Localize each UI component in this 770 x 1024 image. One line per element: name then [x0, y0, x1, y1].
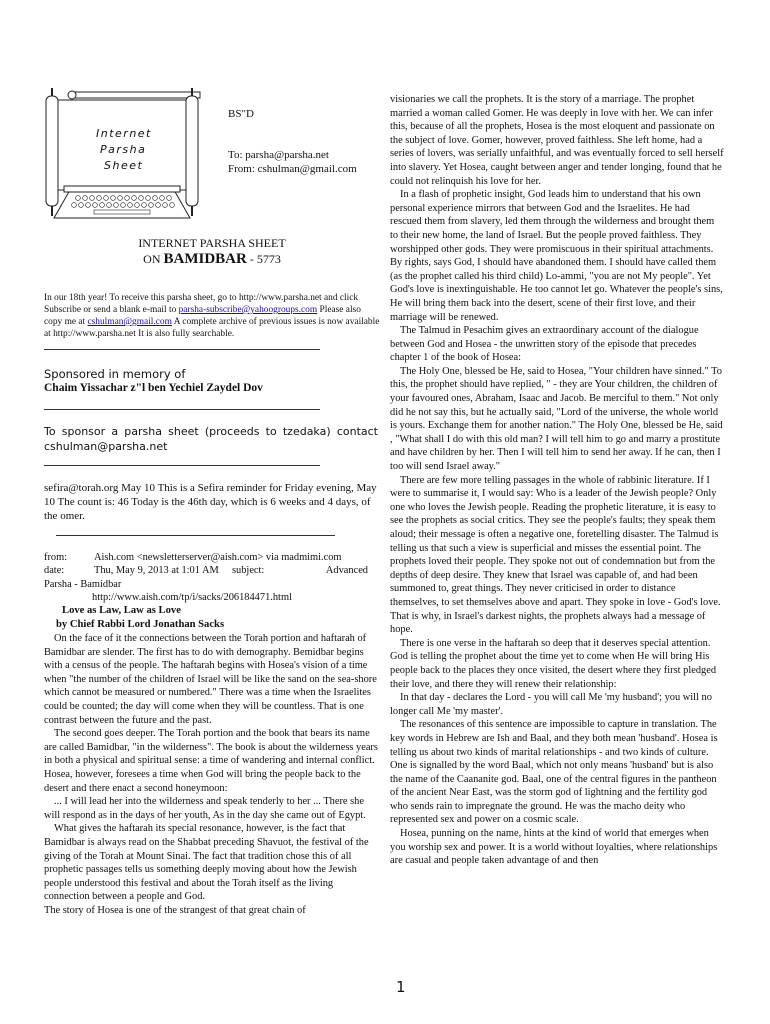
page-title: INTERNET PARSHA SHEET	[138, 236, 286, 250]
article-body-right	[390, 93, 724, 868]
sefira-reminder: sefira@torah.org May 10 This is a Sefira reminder for Friday evening, May 10 The count is: 46 Today is the 46th day, which is 6 weeks and 4 days, of the omer.	[44, 482, 377, 522]
subject-label: subject:	[232, 565, 265, 577]
paragraph: Hosea, punning on the name, hints at the kind of world that emerges when you worship sex and power. It is a world without loyalties, where relationships are casual and people taken advantage of and then	[390, 828, 718, 867]
bsd-label: BS"D	[228, 108, 254, 120]
sponsor-label: Sponsored in memory of	[44, 367, 186, 381]
sponsor-name: Chaim Yissachar z"l ben Yechiel Zaydel Dov	[44, 382, 263, 394]
email-from-row	[44, 551, 380, 564]
sponsor-contact: To sponsor a parsha sheet (proceeds to tzedaka) contact cshulman@parsha.net	[44, 425, 378, 453]
paragraph: The story of Hosea is one of the strangest of that great chain of	[44, 904, 306, 916]
page-number: 1	[396, 978, 406, 996]
paragraph: visionaries we call the prophets. It is the story of a marriage. The prophet married a woman called Gomer. He was deeply in love with her. We can infer this, because of all the prophets, Hosea is the most eloquent and passionate on the subject of love. Gomer, however, proved faithless. She left home, had a series of lovers, was serially unfaithful, and was eventually forced to sell herself into slavery. Yet Hosea, caught between anger and tender longing, found that he could not relinquish his love for her.	[390, 94, 724, 187]
parsha-year: - 5773	[249, 252, 281, 266]
logo	[44, 82, 202, 222]
paragraph: On the face of it the connections between the Torah portion and haftarah of Bamidbar are slender. The first has to do with demography. Bemidbar begins with a census of the people. The haftarah begins with Hosea's vision of a time when "the number of the children of Israel will be like the sand on the sea-shore which cannot be measured or numbered." There was a time when the Israelites could be counted; the day will come when they will be countless. That is one contrast between the future and the past.	[44, 633, 377, 726]
divider	[44, 409, 320, 410]
paragraph: The second goes deeper. The Torah portion and the book that bears its name are called Bamidbar, "in the wilderness". The book is about the wilderness years in both a physical and spiritual sense: a time of wandering and internal conflict. Hosea, however, foresees a time when God will bring the people back to the desert and there enact a second honeymoon:	[44, 728, 378, 794]
intro-text: In our 18th year! To receive this parsha sheet, go to http://www.parsha.net and click Subscribe or send a blank e-mail to	[44, 293, 359, 315]
logo-line: Internet	[96, 127, 152, 140]
paragraph: There is one verse in the haftarah so deep that it deserves special attention. God is telling the prophet about the time yet to come when He will bring His people back to the places they once visited, the desert where they first pledged their love, and there they will renew their relationship:	[390, 637, 717, 690]
subscribe-email-link[interactable]: parsha-subscribe@yahoogroups.com	[178, 305, 318, 315]
subject-continued: Parsha - Bamidbar	[44, 578, 122, 590]
to-line: To: parsha@parsha.net	[228, 149, 329, 161]
from-line: From: cshulman@gmail.com	[228, 163, 357, 175]
article-byline: by Chief Rabbi Lord Jonathan Sacks	[56, 619, 225, 630]
paragraph: The Talmud in Pesachim gives an extraordinary account of the dialogue between God and Hosea - the unwritten story of the episode that precedes chapter 1 of the book of Hosea:	[390, 325, 699, 364]
logo-line: Parsha	[100, 143, 147, 156]
article-body-left	[44, 632, 380, 917]
subject-value: Advanced	[325, 565, 368, 577]
from-label: from:	[44, 552, 68, 563]
date-value: Thu, May 9, 2013 at 1:01 AM	[94, 565, 219, 577]
article-url[interactable]: http://www.aish.com/tp/i/sacks/206184471.html	[92, 592, 292, 604]
parsha-title	[44, 251, 380, 268]
paragraph: The Holy One, blessed be He, said to Hosea, "Your children have sinned." To this, the prophet should have replied, " - they are Your children, the children of your favoured ones, Abraham, Isaac and Jacob. Be merciful to them." Not only did he not say this, but he actually said, "Lord of the universe, the whole world is yours. Exchange them for another nation." The Holy One, blessed be He, said , "What shall I do with this old man? I will tell him to go and marry a prostitute and have children by her. Then I will tell him to send her away. If he can, then I too will send Israel away."	[390, 365, 723, 473]
paragraph: What gives the haftarah its special resonance, however, is the fact that Bamidbar is always read on the Shabbat preceding Shavuot, the festival of the giving of the Torah at Mount Sinai. The fact that tradition chose this of all prophetic passages tells us something deeply moving about how the Jewish people understood this festival and about the Torah itself as the living connection between a people and God.	[44, 823, 369, 903]
divider	[56, 535, 335, 536]
paragraph: In that day - declares the Lord - you will call Me 'my husband'; you will no longer call Me 'my master'.	[390, 692, 712, 717]
logo-text	[88, 126, 178, 174]
author-email-link[interactable]: cshulman@gmail.com	[87, 317, 172, 327]
divider	[44, 349, 320, 350]
parsha-name: BAMIDBAR	[163, 251, 247, 267]
paragraph: There are few more telling passages in the whole of rabbinic literature. If I were to summarise it, I would say: Who is a leader of the Jewish people? Only one who loves the Jewish people. Reading the prophetic literature, it is easy to see the prophets as social critics. They see the people's faults; they speak them aloud; their message is often a negative one, foretelling disaster. The Talmud is telling us that such a view is superficial and misses the essential point. The prophets loved their people. They spoke not out of condemnation but from the depths of deep desire. They knew that Israel was capable of, and had been summoned to, great things. They never criticised in order to distance themselves, to set themselves above and apart. They spoke in love - God's love. That is why, in Israel's darkest nights, the prophets always had a message of hope.	[390, 474, 721, 636]
intro-text: A complete archive of previous issues is now available at http://www.parsha.net It is also fully searchable.	[44, 317, 380, 339]
paragraph: The resonances of this sentence are impossible to capture in translation. The key words in Hebrew are Ish and Baal, and they both mean 'husband'. Hosea is telling us about two kinds of marital relationships - and two kinds of culture. One is signalled by the word Baal, which not only means 'husband' but is also the name of the Caananite god. Baal, one of the central figures in the pantheon of the ancient Near East, was the storm god of lightning and the fertility god who sends rain to impregnate the ground. He was the macho deity who represented sex and power on a cosmic scale.	[390, 719, 718, 826]
email-date-row	[44, 564, 380, 577]
title-on: ON	[143, 252, 161, 266]
article-title: Love as Law, Law as Love	[62, 605, 181, 616]
paragraph: ... I will lead her into the wilderness and speak tenderly to her ... There she will respond as in the days of her youth, As in the day she came out of Egypt.	[44, 796, 366, 821]
from-value: Aish.com <newsletterserver@aish.com> via madmimi.com	[94, 552, 342, 563]
intro-paragraph	[44, 292, 380, 340]
logo-line: Sheet	[104, 159, 144, 172]
date-label: date:	[44, 565, 65, 577]
divider	[44, 465, 320, 466]
email-header	[44, 551, 380, 605]
intro-text: Please also copy me at	[44, 305, 361, 327]
paragraph: In a flash of prophetic insight, God leads him to understand that his own personal experience mirrors that between God and the Israelites. He had rescued them from slavery, led them through the wilderness and brought them to their new home, the land of Israel. But the people proved faithless. They worshipped other gods. They were promiscuous in their spiritual attachments. By rights, says God, I should have abandoned them. I should have called them (as the prophet called his third child) Lo-ammi, "you are not My people". Yet God's love is inextinguishable. He too cannot let go. Whatever the people's sins, He will bring them back into the desert, scene of their first love, and their marriage will be renewed.	[390, 189, 723, 323]
